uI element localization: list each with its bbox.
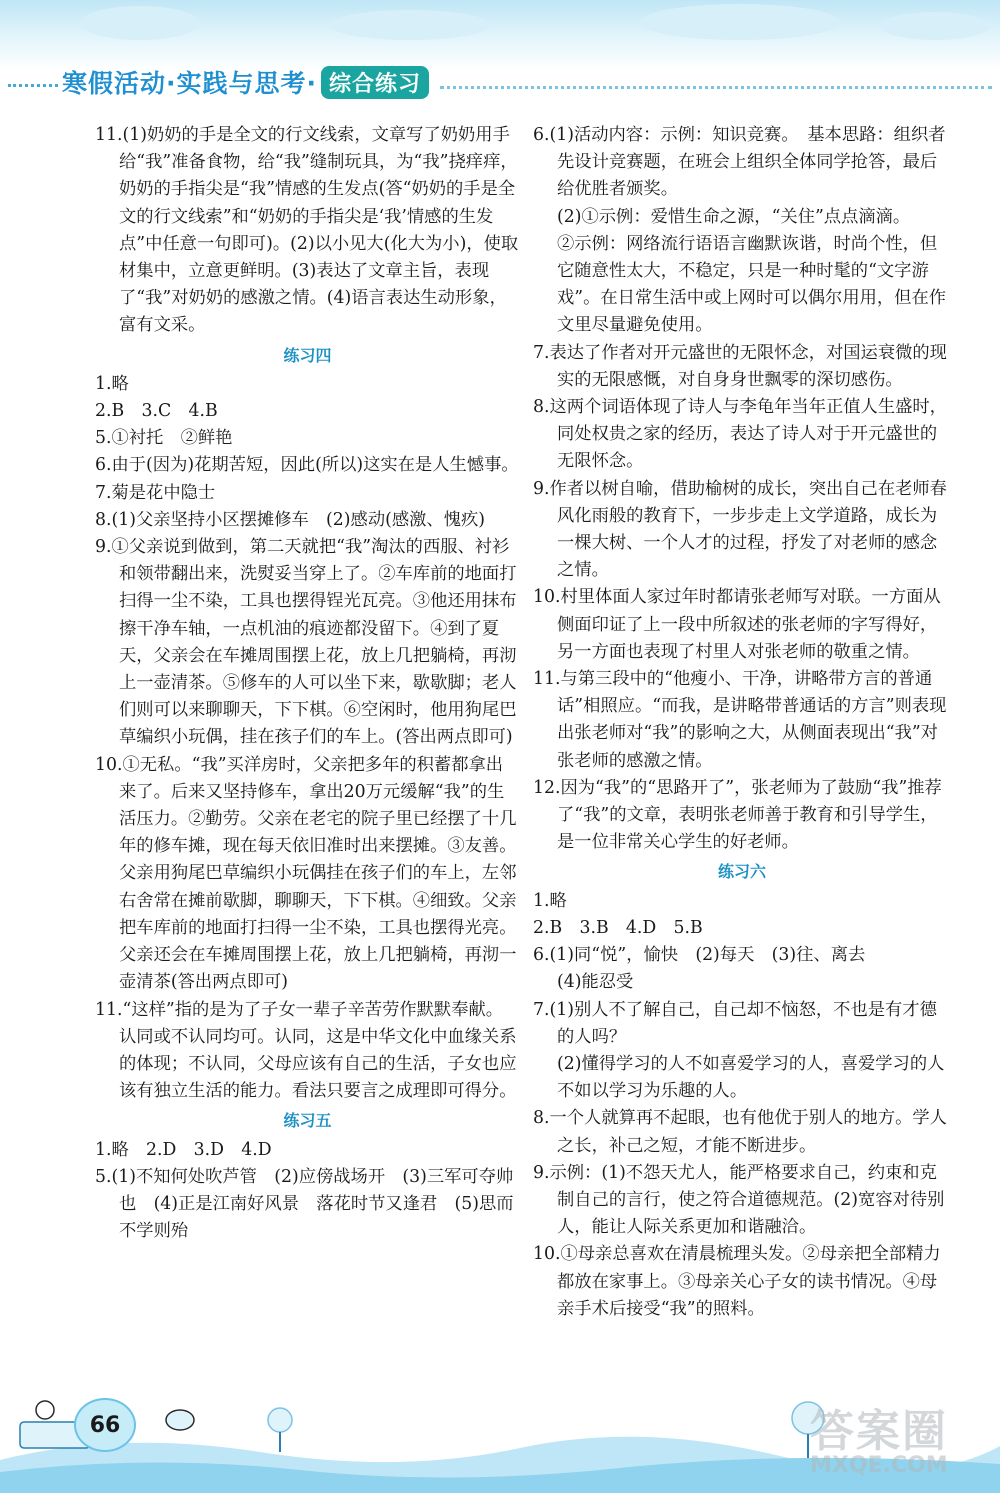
- answer-item: 5.(1)不知何处吹芦管 (2)应傍战场开 (3)三军可夺帅也 (4)正是江南好风景 落花时节又逢君 (5)思而不学则殆: [95, 1166, 514, 1242]
- answer-item: 9.①父亲说到做到，第二天就把“我”淘汰的西服、衬衫和领带翻出来，洗熨妥当穿上了。②车库前的地面打扫得一尘不染，工具也摆得锃光瓦亮。③他还用抹布擦干净车轴，一点机油的痕迹都没留下。④到了夏天，父亲会在车摊周围摆上花，放上几把躺椅，再沏上一壶清茶。⑤修车的人可以坐下来，歇歇脚；老人们则可以来聊聊天，下下棋。⑥空闲时，他用狗尾巴草编织小玩偶，挂在孩子们的车上。(答出两点即可): [95, 537, 517, 748]
- header-dotted-rule: [8, 84, 58, 87]
- answer-item: 6.由于(因为)花期苦短，因此(所以)这实在是人生憾事。: [95, 455, 519, 476]
- answer-item: 10.村里体面人家过年时都请张老师写对联。一方面从侧面印证了上一段中所叙述的张老师的字写得好，另一方面也表现了村里人对张老师的敬重之情。: [533, 587, 941, 662]
- cloud-decoration: [330, 10, 490, 40]
- header-sky-band: [0, 0, 1000, 70]
- answer-item: 11.与第三段中的“他瘦小、干净，讲略带方言的普通话”相照应。“而我，是讲略带普通话的方言”则表现出张老师对“我”的影响之大，从侧面表现出“我”对张老师的感激之情。: [533, 669, 947, 771]
- header-title: [62, 64, 429, 100]
- answer-continuation: ②示例：网络流行语语言幽默诙谐，时尚个性，但它随意性太大，不稳定，只是一种时髦的“文字游戏”。在日常生活中或上网时可以偶尔用用，但在作文里尽量避免使用。: [557, 233, 947, 336]
- answer-item: 6.(1)活动内容：示例：知识竞赛。 基本思路：组织者先设计竞赛题，在班会上组织全体同学抢答，最后给优胜者颁奖。: [533, 125, 946, 200]
- answer-item: 10.①无私。“我”买洋房时，父亲把多年的积蓄都拿出来了。后来又坚持修车，拿出20万元缓解“我”的生活压力。②勤劳。父亲在老宅的院子里已经摆了十几年的修车摊，现在每天依旧准时出来摆摊。③友善。父亲用狗尾巴草编织小玩偶挂在孩子们的车上，左邻右舍常在摊前歇脚，聊聊天，下下棋。④细致。父亲把车库前的地面打扫得一尘不染，工具也摆得光亮。父亲还会在车摊周围摆上花，放上几把躺椅，再沏一壶清茶(答出两点即可): [95, 754, 517, 993]
- answer-item: 8.这两个词语体现了诗人与李龟年当年正值人生盛时，同处权贵之家的经历，表达了诗人对于开元盛世的无限怀念。: [533, 397, 947, 472]
- left-column: [95, 122, 520, 1245]
- answer-item: 7.表达了作者对开元盛世的无限怀念，对国运衰微的现实的无限感慨，对自身身世飘零的深切感伤。: [533, 342, 947, 390]
- answer-item: 7.(1)别人不了解自己，自己却不恼怒，不也是有才德的人吗？: [533, 999, 937, 1047]
- page-number: 66: [74, 1398, 136, 1452]
- cloud-decoration: [640, 4, 840, 40]
- answer-item: 9.示例：(1)不怨天尤人，能严格要求自己，约束和克制自己的言行，使之符合道德规范。(2)宽容对待别人，能让人际关系更加和谐融洽。: [533, 1162, 945, 1238]
- section-heading: 练习四: [283, 345, 332, 365]
- cloud-decoration: [80, 6, 200, 40]
- cloud-decoration: [880, 12, 990, 40]
- answer-item: 8.一个人就算再不起眼，也有他优于别人的地方。学人之长，补己之短，才能不断进步。: [533, 1108, 947, 1156]
- answer-item: 10.①母亲总喜欢在清晨梳理头发。②母亲把全部精力都放在家事上。③母亲关心子女的读书情况。④母亲手术后接受“我”的照料。: [533, 1244, 941, 1319]
- answer-item: 1.略 2.D 3.D 4.D: [95, 1139, 272, 1160]
- answer-continuation: (4)能忍受: [557, 972, 634, 993]
- answer-item: 11.(1)奶奶的手是全文的行文线索，文章写了奶奶用手给“我”准备食物，给“我”缝制玩具，为“我”挠痒痒，奶奶的手指尖是“我”情感的生发点(答“奶奶的手是全文的行文线索”和“奶奶的手指尖是‘我’情感的生发点”中任意一句即可)。(2)以小见大(化大为小)，使取材集中，立意更鲜明。(3)表达了文章主旨，表现了“我”对奶奶的感激之情。(4)语言表达生动形象，富有文采。: [95, 125, 519, 336]
- answer-continuation: (2)①示例：爱惜生命之源，“关住”点点滴滴。: [557, 206, 911, 227]
- watermark-url: MXQE.COM: [810, 1453, 948, 1478]
- header-title-text: 寒假活动·实践与思考·: [62, 69, 317, 98]
- header-badge: 综合练习: [321, 66, 429, 99]
- answer-item: 1.略: [533, 890, 567, 911]
- snow-tree-icon: [268, 1408, 292, 1452]
- answer-item: 9.作者以树自喻，借助榆树的成长，突出自己在老师春风化雨般的教育下，一步步走上文学道路，成长为一棵大树、一个人才的过程，抒发了对老师的感念之情。: [533, 478, 947, 581]
- answer-continuation: (2)懂得学习的人不如喜爱学习的人，喜爱学习的人不如以学习为乐趣的人。: [557, 1053, 945, 1102]
- answer-item: 2.B 3.C 4.B: [95, 401, 218, 422]
- answer-item: 7.菊是花中隐士: [95, 482, 216, 503]
- section-heading: 练习五: [283, 1111, 332, 1131]
- answer-item: 1.略: [95, 373, 129, 394]
- bird-icon: [166, 1410, 194, 1430]
- answer-item: 6.(1)同“悦”，愉快 (2)每天 (3)往、离去: [533, 945, 866, 966]
- answer-item: 12.因为“我”的“思路开了”，张老师为了鼓励“我”推荐了“我”的文章，表明张老师善于教育和引导学生，是一位非常关心学生的好老师。: [533, 777, 942, 853]
- section-heading: 练习六: [717, 862, 766, 882]
- page-header: [0, 62, 1000, 106]
- header-dotted-rule: [440, 86, 992, 89]
- answer-item: 11.“这样”指的是为了子女一辈子辛苦劳作默默奉献。认同或不认同均可。认同，这是中华文化中血缘关系的体现；不认同，父母应该有自己的生活，子女也应该有独立生活的能力。看法只要言之成理即可得分。: [95, 999, 517, 1102]
- answer-item: 8.(1)父亲坚持小区摆摊修车 (2)感动(感激、愧疚): [95, 509, 485, 530]
- watermark: [810, 1395, 948, 1478]
- right-column: [533, 122, 951, 1323]
- answer-item: 5.①衬托 ②鲜艳: [95, 428, 233, 449]
- watermark-logo-text: 答案圈: [810, 1406, 948, 1457]
- answer-item: 2.B 3.B 4.D 5.B: [533, 917, 703, 938]
